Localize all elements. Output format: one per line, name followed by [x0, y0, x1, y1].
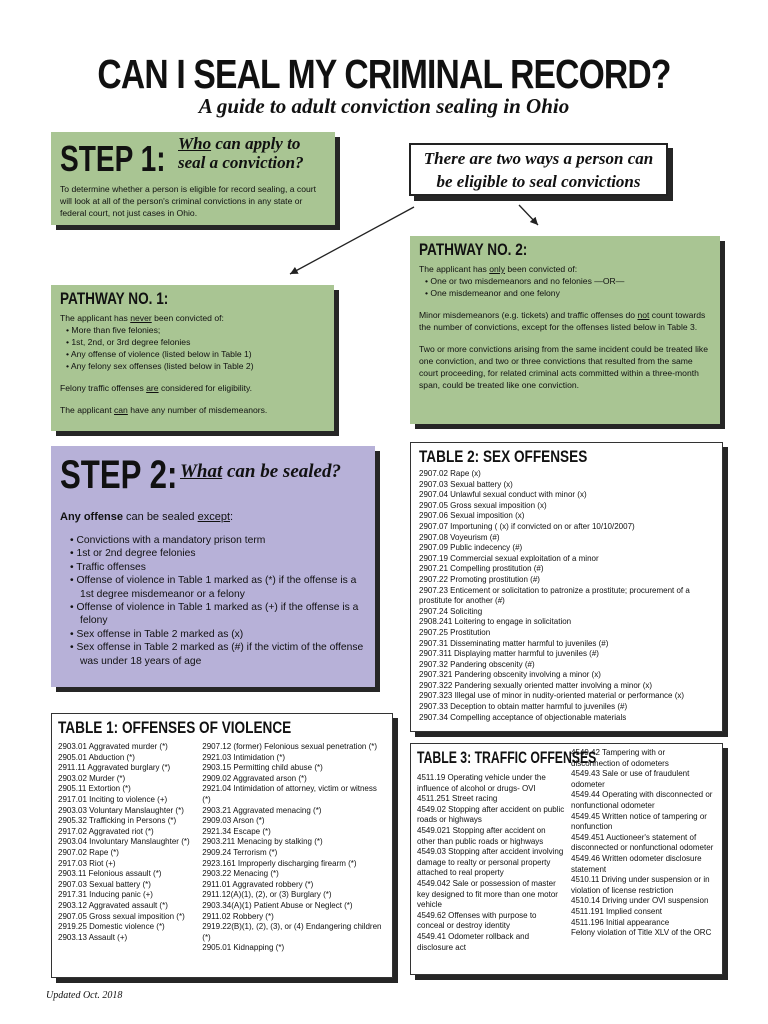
list-item: 2907.08 Voyeurism (#) — [419, 532, 500, 542]
list-item: • Convictions with a mandatory prison term — [70, 535, 266, 546]
list-item: 2909.24 Terrorism (*) — [202, 847, 278, 857]
list-item: 2907.07 Importuning ( (x) if convicted on or after 10/10/2007) — [419, 521, 635, 531]
list-item: 4549.43 Sale or use of fraudulent odometer — [571, 769, 690, 789]
step2-intro: Any offense can be sealed except: — [60, 511, 234, 523]
step2-question: What can be sealed? — [180, 461, 341, 482]
list-item: 4511.191 Implied consent — [571, 906, 663, 916]
list-item: 2905.01 Abduction (*) — [58, 752, 135, 762]
list-item: 4549.042 Sale or possession of master key designed to fit more than one motor vehicle — [417, 878, 558, 910]
table1-box — [51, 713, 393, 978]
pathway1-traffic-note: Felony traffic offenses are considered for eligibility. — [60, 383, 253, 393]
list-item: 2903.15 Permitting child abuse (*) — [202, 763, 323, 773]
updated-date: Updated Oct. 2018 — [46, 990, 123, 1001]
pathway2-same-incident-note: Two or more convictions arising from the same incident could be treated like one conviction, and two or three convictions that resulted from the same court proceeding, for related criminal acts committed within a three-month span, could be treated like one conviction. — [419, 344, 708, 390]
list-item: • Sex offense in Table 2 marked as (x) — [70, 628, 244, 640]
list-item: 4549.021 Stopping after accident on other than public roads or highways — [417, 825, 546, 846]
pathway2-title: PATHWAY NO. 2: — [419, 240, 528, 259]
list-item: 4549.45 Written notice of tampering or nonfunction — [571, 811, 707, 832]
list-item: 2903.03 Voluntary Manslaughter (*) — [58, 805, 184, 815]
list-item: 2917.31 Inducing panic (+) — [58, 890, 153, 900]
list-item: • One misdemeanor and one felony — [425, 288, 560, 298]
list-item: 4549.42 Tampering with or disconnection of odometers — [571, 748, 669, 768]
list-item: 2907.03 Sexual battery (*) — [58, 879, 151, 889]
list-item: 4549.46 Written odometer disclosure statement — [571, 853, 702, 874]
list-item: 2907.04 Unlawful sexual conduct with minor (x) — [419, 490, 587, 500]
list-item: 2907.19 Commercial sexual exploitation of a minor — [419, 553, 599, 563]
table3-title: TABLE 3: TRAFFIC OFFENSES — [417, 748, 597, 767]
two-ways-callout: There are two ways a person can be eligible to seal convictions — [409, 143, 668, 196]
list-item: • More than five felonies; — [66, 325, 161, 335]
list-item: 2907.323 Illegal use of minor in nudity-oriented material or performance (x) — [419, 691, 685, 701]
list-item: 2903.22 Menacing (*) — [202, 869, 279, 879]
list-item: 2911.12(A)(1), (2), or (3) Burglary (*) — [202, 890, 332, 900]
list-item: 2907.21 Compelling prostitution (#) — [419, 564, 544, 574]
step1-body: To determine whether a person is eligible for record sealing, a court will look at all of the person's criminal convictions in any state or federal court, not just cases in Ohio. — [60, 184, 317, 218]
list-item: 2907.33 Deception to obtain matter harmful to juveniles (#) — [419, 702, 628, 712]
list-item: 2921.34 Escape (*) — [202, 826, 271, 836]
list-item: • 1st, 2nd, or 3rd degree felonies — [66, 337, 191, 347]
pathway2-minor-note: Minor misdemeanors (e.g. tickets) and traffic offenses do not count towards the number of convictions, except for the offenses listed below in Table 3. — [419, 310, 706, 332]
step2-box — [51, 446, 375, 687]
list-item: 2907.24 Soliciting — [419, 606, 483, 616]
list-item: 2905.01 Kidnapping (*) — [202, 943, 285, 953]
list-item: 4549.62 Offenses with purpose to conceal or destroy identity — [417, 910, 537, 931]
list-item: 2903.211 Menacing by stalking (*) — [202, 837, 323, 847]
table1-col1 — [58, 742, 196, 954]
list-item: • 1st or 2nd degree felonies — [70, 548, 196, 560]
list-item: 2907.311 Displaying matter harmful to juveniles (#) — [419, 649, 599, 659]
list-item: 2907.05 Gross sexual imposition (x) — [419, 500, 547, 510]
list-item: • Offense of violence in Table 1 marked as (*) if the offense is a 1st degree misdemeanor or a felony — [70, 575, 357, 600]
list-item: 2903.34(A)(1) Patient Abuse or Neglect (*) — [202, 900, 353, 910]
list-item: 2907.05 Gross sexual imposition (*) — [58, 911, 185, 921]
list-item: 2905.32 Trafficking in Persons (*) — [58, 816, 177, 826]
list-item: 2921.03 Intimidation (*) — [202, 752, 285, 762]
list-item: 2908.241 Loitering to engage in solicitation — [419, 617, 572, 627]
list-item: 2907.12 (former) Felonious sexual penetration (*) — [202, 742, 378, 751]
list-item: 2905.11 Extortion (*) — [58, 784, 131, 794]
arrow-to-pathway2 — [519, 205, 538, 225]
list-item: • Any felony sex offenses (listed below in Table 2) — [66, 361, 254, 371]
list-item: 4511.251 Street racing — [417, 794, 498, 804]
list-item: 2907.322 Pandering sexually oriented matter involving a minor (x) — [419, 680, 653, 690]
list-item: 2907.31 Disseminating matter harmful to juveniles (#) — [419, 638, 609, 648]
table3-col2 — [571, 748, 716, 953]
pathway1-intro: The applicant has never been convicted of: — [60, 313, 224, 323]
list-item: 2911.01 Aggravated robbery (*) — [202, 879, 314, 889]
list-item: 2903.01 Aggravated murder (*) — [58, 742, 168, 751]
arrow-to-pathway1 — [290, 207, 414, 274]
pathway1-list — [60, 324, 325, 372]
table1-col2 — [202, 742, 386, 954]
step1-label: STEP 1: — [60, 138, 166, 179]
list-item: 2923.161 Improperly discharging firearm (*) — [202, 858, 357, 868]
list-item: 2911.11 Aggravated burglary (*) — [58, 763, 171, 773]
list-item: 2909.02 Aggravated arson (*) — [202, 773, 307, 783]
list-item: • Sex offense in Table 2 marked as (#) if the victim of the offense was under 18 years of age — [70, 642, 364, 667]
pathway1-title: PATHWAY NO. 1: — [60, 289, 169, 308]
list-item: 2903.12 Aggravated assault (*) — [58, 900, 168, 910]
page-subtitle: A guide to adult conviction sealing in Ohio — [198, 94, 570, 118]
list-item: 2907.25 Prostitution — [419, 627, 491, 637]
list-item: 2907.22 Promoting prostitution (#) — [419, 574, 540, 584]
pathway1-box — [51, 285, 334, 431]
list-item: 2917.03 Riot (+) — [58, 858, 116, 868]
list-item: 2903.02 Murder (*) — [58, 773, 126, 783]
list-item: 2907.32 Pandering obscenity (#) — [419, 659, 535, 669]
list-item: 2921.04 Intimidation of attorney, victim or witness (*) — [202, 784, 377, 804]
list-item: 4510.14 Driving under OVI suspension — [571, 896, 709, 906]
list-item: 2907.34 Compelling acceptance of objectionable materials — [419, 712, 627, 722]
list-item: 2903.13 Assault (+) — [58, 932, 128, 942]
list-item: 4511.196 Initial appearance — [571, 917, 670, 927]
pathway2-list — [419, 275, 711, 299]
list-item: 4549.03 Stopping after accident involving damage to realty or personal property attached to real property — [417, 847, 564, 878]
pathway2-box — [410, 236, 720, 424]
table3-box — [410, 743, 723, 975]
table2-title: TABLE 2: SEX OFFENSES — [419, 447, 588, 466]
list-item: 2919.25 Domestic violence (*) — [58, 922, 165, 932]
step2-label: STEP 2: — [60, 453, 178, 497]
table2-list — [419, 469, 714, 723]
page-title: CAN I SEAL MY CRIMINAL RECORD? — [97, 51, 671, 97]
list-item: • Traffic offenses — [70, 561, 146, 573]
table1-title: TABLE 1: OFFENSES OF VIOLENCE — [58, 718, 292, 737]
list-item: 2903.04 Involuntary Manslaughter (*) — [58, 837, 190, 847]
list-item: 4549.02 Stopping after accident on public roads or highways — [417, 804, 565, 825]
list-item: 2919.22(B)(1), (2), (3), or (4) Endangering children (*) — [202, 922, 382, 942]
list-item: 2907.02 Rape (*) — [58, 847, 119, 857]
list-item: 2903.11 Felonious assault (*) — [58, 869, 162, 879]
list-item: 4510.11 Driving under suspension or in violation of license restriction — [571, 875, 710, 895]
list-item: Felony violation of Title XLV of the ORC — [571, 928, 712, 938]
list-item: 2907.03 Sexual battery (x) — [419, 479, 513, 489]
list-item: 2911.02 Robbery (*) — [202, 911, 274, 921]
pathway1-misdemeanor-note: The applicant can have any number of misdemeanors. — [60, 405, 268, 415]
list-item: 2907.06 Sexual imposition (x) — [419, 511, 525, 521]
step2-list — [60, 534, 366, 668]
list-item: 2903.21 Aggravated menacing (*) — [202, 805, 322, 815]
list-item: 2909.03 Arson (*) — [202, 816, 265, 826]
list-item: 2907.321 Pandering obscenity involving a minor (x) — [419, 670, 601, 680]
list-item: 4549.44 Operating with disconnected or nonfunctional odometer — [571, 790, 713, 810]
list-item: 2917.01 Inciting to violence (+) — [58, 794, 168, 804]
pathway2-intro: The applicant has only been convicted of: — [419, 264, 578, 274]
list-item: 4549.451 Auctioneer's statement of disconnected or nonfunctional odometer — [571, 832, 714, 853]
list-item: 2907.23 Enticement or solicitation to patronize a prostitute; procurement of a prostitute for another (#) — [419, 585, 690, 606]
table2-box — [410, 442, 723, 732]
list-item: • Offense of violence in Table 1 marked as (+) if the offense is a felony — [70, 602, 359, 627]
list-item: • Any offense of violence (listed below in Table 1) — [66, 349, 252, 359]
list-item: • One or two misdemeanors and no felonies —OR— — [425, 276, 625, 286]
list-item: 2917.02 Aggravated riot (*) — [58, 826, 154, 836]
list-item: 2907.02 Rape (x) — [419, 469, 481, 478]
list-item: 2907.09 Public indecency (#) — [419, 543, 523, 553]
list-item: 4511.19 Operating vehicle under the influence of alcohol or drugs- OVI — [417, 773, 546, 793]
list-item: 4549.41 Odometer rollback and disclosure act — [417, 931, 530, 952]
table3-col1 — [417, 773, 565, 953]
step1-question: Who can apply to seal a conviction? — [178, 134, 304, 172]
